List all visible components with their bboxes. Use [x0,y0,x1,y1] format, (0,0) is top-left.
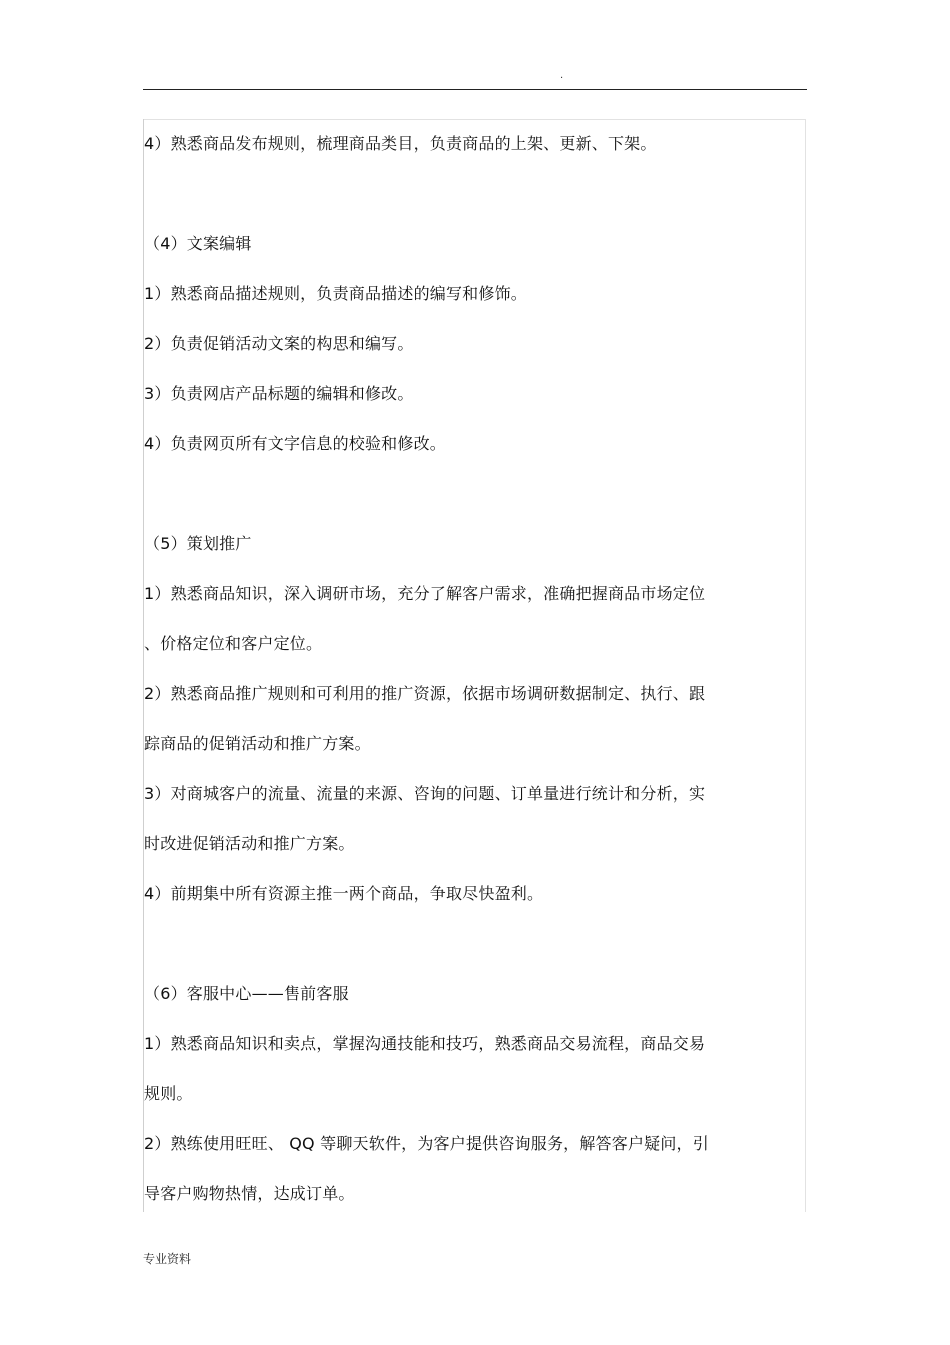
text-line: 2）负责促销活动文案的构思和编写。 [144,334,414,353]
text-line: 2）熟练使用旺旺、 QQ 等聊天软件，为客户提供咨询服务，解答客户疑问，引 [144,1134,709,1153]
section-heading: （4）文案编辑 [144,234,252,253]
header-rule [143,89,807,90]
text-line: 导客户购物热情，达成订单。 [144,1184,355,1203]
text-line: 1）熟悉商品描述规则，负责商品描述的编写和修饰。 [144,284,527,303]
header-mark: . [560,70,564,81]
text-line: 3）对商城客户的流量、流量的来源、咨询的问题、订单量进行统计和分析，实 [144,784,706,803]
text-line: 2）熟悉商品推广规则和可利用的推广资源，依据市场调研数据制定、执行、跟 [144,684,706,703]
text-line: 4）熟悉商品发布规则，梳理商品类目，负责商品的上架、更新、下架。 [144,134,657,153]
text-line: 1）熟悉商品知识，深入调研市场，充分了解客户需求，准确把握商品市场定位 [144,584,706,603]
text-line: 4）负责网页所有文字信息的校验和修改。 [144,434,446,453]
footer-label: 专业资料 [143,1252,192,1266]
text-line: 1）熟悉商品知识和卖点，掌握沟通技能和技巧，熟悉商品交易流程，商品交易 [144,1034,706,1053]
text-line: 4）前期集中所有资源主推一两个商品，争取尽快盈利。 [144,884,544,903]
text-line: 踪商品的促销活动和推广方案。 [144,734,371,753]
text-line: 规则。 [144,1084,193,1103]
section-heading: （5）策划推广 [144,534,252,553]
section-heading: （6）客服中心——售前客服 [144,984,349,1003]
text-line: 3）负责网店产品标题的编辑和修改。 [144,384,414,403]
text-line: 时改进促销活动和推广方案。 [144,834,355,853]
text-line: 、价格定位和客户定位。 [144,634,323,653]
